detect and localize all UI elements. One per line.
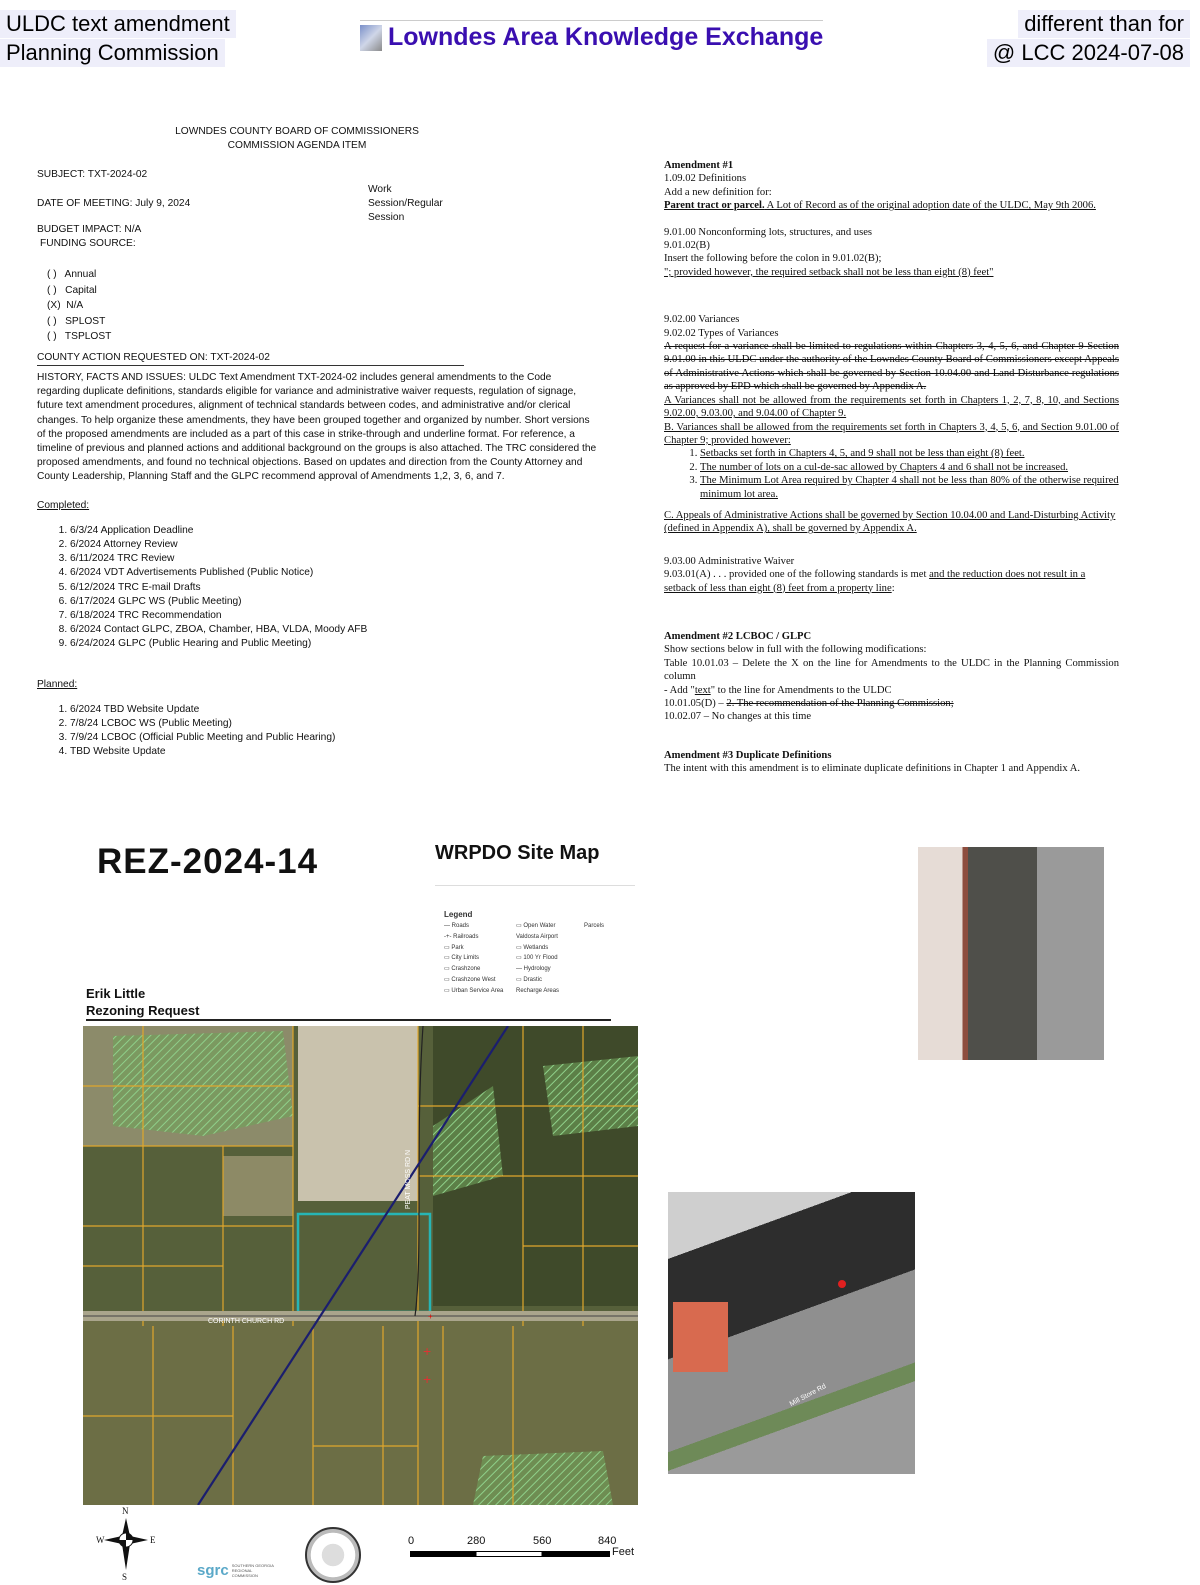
text-line: Show sections below in full with the following modifications:	[664, 644, 927, 656]
legend-label: Valdosta Airport	[516, 933, 558, 940]
county-seal-icon	[305, 1527, 361, 1583]
inserted-text: "; provided however, the required setback shall not be less than eight (8) feet"	[664, 266, 994, 278]
legend-label: Railroads	[453, 933, 479, 940]
header-left-line2: Planning Commission	[0, 39, 225, 67]
funding-option: ( ) TSPLOST	[47, 331, 112, 343]
svg-text:+: +	[428, 1312, 433, 1321]
planned-heading: Planned:	[37, 678, 78, 690]
legend-label: Recharge Areas	[516, 987, 560, 994]
svg-text:+: +	[423, 1371, 432, 1387]
legend-item	[516, 953, 584, 964]
text-line: 9.01.00 Nonconforming lots, structures, and uses	[664, 226, 873, 238]
text-line: Add a new definition for:	[664, 186, 772, 198]
legend-swatch-icon: ▭	[516, 955, 524, 962]
map-legend	[444, 909, 624, 997]
timeline-item: 3. 7/9/24 LCBOC (Official Public Meeting and Public Hearing)	[70, 731, 597, 745]
legend-swatch-icon: ▭	[444, 955, 452, 962]
road-label: CORINTH CHURCH RD	[208, 1318, 285, 1325]
road-label: PEAT MOSS RD N	[405, 1149, 413, 1210]
aerial-site-map[interactable]	[83, 1026, 638, 1505]
timeline-item: 1. 6/3/24 Application Deadline	[70, 524, 597, 538]
header-right-line1: different than for	[1018, 10, 1190, 38]
text-line: The intent with this amendment is to eliminate duplicate definitions in Chapter 1 and Appendix A.	[664, 763, 1081, 775]
session-type: Session	[368, 212, 405, 224]
legend-item	[516, 921, 584, 932]
brand-link[interactable]	[360, 20, 823, 52]
session-type: Session/Regular	[368, 197, 443, 209]
text-line: Table 10.01.03 – Delete the X on the line for Amendments to the ULDC in the Planning Commission column	[664, 657, 1119, 683]
text-line: Insert the following before the colon in 9.01.02(B);	[664, 253, 882, 265]
legend-label: Drastic	[523, 976, 543, 983]
scale-tick: 280	[467, 1535, 486, 1547]
svg-text:+: +	[423, 1343, 432, 1359]
location-marker-icon	[838, 1280, 846, 1288]
legend-label: City Limits	[451, 955, 480, 962]
text-line: 9.03.01(A) . . . provided one of the following standards is met	[664, 569, 930, 581]
funding-option: ( ) Capital	[47, 284, 97, 296]
legend-label: Wetlands	[523, 944, 549, 951]
completed-heading: Completed:	[37, 499, 90, 511]
text-line: - Add "	[664, 684, 695, 696]
scale-tick: 840	[598, 1535, 617, 1547]
agenda-title: LOWNDES COUNTY BOARD OF COMMISSIONERS	[175, 126, 419, 137]
timeline-item: 4. TBD Website Update	[70, 745, 597, 759]
legend-item	[444, 964, 516, 975]
variance-condition: 2. The number of lots on a cul-de-sac allowed by Chapters 4 and 6 shall not be increased.	[700, 461, 1119, 474]
legend-label: 100 Yr Flood	[523, 955, 558, 962]
brand-title: Lowndes Area Knowledge Exchange	[388, 23, 824, 51]
inserted-text: A Variances shall not be allowed from the requirements set forth in Chapters 1, 2, 7, 8, 10, and Sections 9.02.00, 9.03.00, and 9.04.00 of Chapter 9.	[664, 394, 1119, 420]
legend-swatch-icon: -+-	[444, 933, 454, 940]
legend-item	[444, 943, 516, 954]
timeline-item: 1. 6/2024 TBD Website Update	[70, 703, 597, 717]
legend-swatch-icon: ▭	[444, 944, 452, 951]
legend-item	[444, 953, 516, 964]
legend-swatch-icon: ▭	[444, 976, 452, 983]
scale-tick: 0	[408, 1535, 415, 1547]
sgrc-subtitle: SOUTHERN GEORGIA REGIONAL COMMISSION	[231, 1563, 274, 1578]
timeline-item: 8. 6/2024 Contact GLPC, ZBOA, Chamber, HBA, VLDA, Moody AFB	[70, 623, 597, 637]
legend-title: Legend	[444, 910, 473, 919]
funding-source: FUNDING SOURCE:	[40, 238, 136, 250]
site-photo-aerial	[668, 1192, 915, 1474]
amendment-1-title: Amendment #1	[664, 160, 734, 171]
timeline-item: 2. 6/2024 Attorney Review	[70, 538, 597, 552]
compass-s: S	[122, 1572, 128, 1582]
legend-swatch-icon: —	[444, 923, 452, 929]
compass-w: W	[96, 1535, 105, 1545]
text-line: " to the line for Amendments to the ULDC	[710, 684, 892, 696]
inserted-text: B. Variances shall be allowed from the requirements set forth in Chapters 3, 4, 5, 6, and Section 9.01.00 of Chapter 9; provided however:	[664, 421, 1119, 446]
timeline-item: 4. 6/2024 VDT Advertisements Published (Public Notice)	[70, 566, 597, 580]
subject: SUBJECT: TXT-2024-02	[37, 169, 148, 181]
amendment-2-title: Amendment #2 LCBOC / GLPC	[664, 630, 812, 642]
request-title	[86, 985, 611, 1021]
legend-swatch-icon: ▭	[516, 976, 524, 983]
street-label: Mill Store Rd	[788, 1383, 828, 1408]
meeting-date: DATE OF MEETING: July 9, 2024	[37, 197, 191, 209]
funding-option: ( ) SPLOST	[47, 315, 106, 327]
inserted-text: and the reduction does not result in a setback of less than eight (8) feet from a property line	[664, 569, 1086, 594]
header-left-line1: ULDC text amendment	[0, 10, 236, 38]
funding-option: (X) N/A	[47, 300, 84, 312]
compass-rose-icon	[96, 1506, 156, 1582]
legend-item	[516, 964, 584, 975]
legend-label: Hydrology	[523, 966, 551, 973]
legend-label: Roads	[451, 923, 470, 929]
legend-label: Park	[451, 944, 464, 951]
timeline-item: 6. 6/17/2024 GLPC WS (Public Meeting)	[70, 595, 597, 609]
site-photo-building	[918, 847, 1104, 1060]
scale-bar	[408, 1535, 648, 1575]
legend-item	[444, 932, 516, 943]
legend-label: Parcels	[584, 923, 605, 929]
legend-swatch-icon: ▭	[444, 966, 452, 973]
sgrc-wordmark: sgrc	[197, 1562, 229, 1579]
session-type: Work	[368, 183, 392, 195]
history-facts: HISTORY, FACTS AND ISSUES: ULDC Text Amendment TXT-2024-02 includes general amendments to the Code regarding duplicate definitions, standards eligible for variance and administrative waiver requests, regulation of signage, future text amendment procedures, alignment of technical standards between codes, and administrative and/or clerical changes. To help organize these amendments, they have been grouped together and organized by number. Short versions of the proposed amendments are included as a part of this case in strike-through and underline format. For reference, a timeline of previous and planned actions and additional background on the groups is also attached. The TRC considered the proposed amendments, and found no technical objections. Based on updates and direction from the County Attorney and County Leadership, Planning Staff and the GLPC recommend approval of Amendments 1,2, 3, 6, and 7.	[37, 371, 597, 483]
timeline-item: 3. 6/11/2024 TRC Review	[70, 552, 597, 566]
request-type: Rezoning Request	[86, 1003, 200, 1018]
inserted-text: C. Appeals of Administrative Actions shall be governed by Section 10.04.00 and Land-Disturbing Activity (defined in Appendix A), shall be governed by Appendix A.	[664, 509, 1116, 535]
text-line: 1.09.02 Definitions	[664, 173, 747, 185]
legend-item	[516, 943, 584, 954]
legend-swatch-icon: ▭	[444, 987, 452, 994]
legend-label: Crashzone	[451, 966, 481, 973]
timeline-item: 5. 6/12/2024 TRC E-mail Drafts	[70, 581, 597, 595]
definition-term: Parent tract or parcel.	[664, 200, 765, 212]
text-line: 10.01.05(D) –	[664, 698, 727, 709]
struck-text: 2. The recommendation of the Planning Commission;	[726, 698, 954, 709]
legend-label: Open Water	[523, 923, 556, 929]
amendments-document: Amendment #1 1.09.02 Definitions Add a new definition for: Parent tract or parcel. A Lot of Record as of the original adoption date of the ULDC, May 9th 2006. 9.01.00 Nonconforming lots, structures, and uses 9.01.02(B) Insert the following before the colon in 9.01.02(B); "; provided however, the required setback shall not be less than eight (8) feet" 9.02.00 Variances 9.02.02 Types of Variances A request for a variance shall be limited to regulations within Chapters 3, 4, 5, 6, and Chapter 9 Section 9.01.00 in this ULDC under the authority of the Lowndes County Board of Commissioners except Appeals of Administrative Actions which shall be governed by Section 10.04.00 and Land Disturbance regulations as approved by EPD which shall be governed by Appendix A. A Variances shall not be allowed from the requirements set forth in Chapters 1, 2, 7, 8, 10, and Sections 9.02.00, 9.03.00, and 9.04.00 of Chapter 9. B. Variances shall be allowed from the requirements set forth in Chapters 3, 4, 5, 6, and Section 9.01.00 of Chapter 9; provided however: 1. Setbacks set forth in Chapters 4, 5, and 9 shall not be less than eight (8) feet. 2. The number of lots on a cul-de-sac allowed by Chapters 4 and 6 shall not be increased. 3. The Minimum Lot Area required by Chapter 4 shall not be less than 80% of the otherwise required minimum lot area. C. Appeals of Administrative Actions shall be governed by Section 10.04.00 and Land-Disturbing Activity (defined in Appendix A), shall be governed by Appendix A. 9.03.00 Administrative Waiver 9.03.01(A) . . . provided one of the following standards is met and the reduction does not result in a setback of less than eight (8) feet from a property line: Amendment #2 LCBOC / GLPC Show sections below in full with the following modifications: Table 10.01.03 – Delete the X on the line for Amendments to the ULDC in the Planning Commission column - Add "text" to the line for Amendments to the ULDC 10.01.05(D) – 2. The recommendation of the Planning Commission; 10.02.07 – No changes at this time Amendment #3 Duplicate Definitions The intent with this amendment is to eliminate duplicate definitions in Chapter 1 and Appendix A.	[664, 159, 1119, 776]
variance-condition: 3. The Minimum Lot Area required by Chapter 4 shall not be less than 80% of the otherwise required minimum lot area.	[700, 474, 1119, 501]
text-line: 10.02.07 – No changes at this time	[664, 711, 812, 723]
budget-impact: BUDGET IMPACT: N/A	[37, 223, 142, 235]
applicant-name: Erik Little	[86, 986, 146, 1001]
inserted-text: text	[694, 684, 711, 696]
agenda-item-document	[37, 125, 597, 760]
map-title: WRPDO Site Map	[435, 842, 600, 864]
compass-e: E	[150, 1535, 156, 1545]
header-right-line2: @ LCC 2024-07-08	[987, 39, 1190, 67]
lake-logo-icon	[360, 25, 382, 51]
definition-text: A Lot of Record as of the original adoption date of the ULDC, May 9th 2006.	[764, 200, 1096, 212]
struck-text: A request for a variance shall be limited to regulations within Chapters 3, 4, 5, 6, and Chapter 9 Section 9.01.00 in this ULDC under the authority of the Lowndes County Board of Commissioners except Appeals of Administrative Actions which shall be governed by Section 10.04.00 and Land Disturbance regulations as approved by EPD which shall be governed by Appendix A.	[664, 341, 1119, 393]
legend-label: Crashzone West	[451, 976, 496, 983]
legend-swatch-icon: ▭	[516, 923, 524, 929]
legend-label: Urban Service Area	[451, 987, 504, 994]
variance-condition: 1. Setbacks set forth in Chapters 4, 5, and 9 shall not be less than eight (8) feet.	[700, 447, 1119, 460]
legend-item	[444, 921, 516, 932]
timeline-item: 2. 7/8/24 LCBOC WS (Public Meeting)	[70, 717, 597, 731]
text-line: 9.02.02 Types of Variances	[664, 327, 779, 339]
scale-unit: Feet	[612, 1546, 635, 1558]
legend-swatch-icon: —	[516, 966, 524, 973]
agenda-subtitle: COMMISSION AGENDA ITEM	[227, 140, 367, 152]
legend-swatch-icon: ▭	[516, 944, 524, 951]
compass-n: N	[122, 1506, 129, 1516]
action-requested: COUNTY ACTION REQUESTED ON: TXT-2024-02	[37, 351, 464, 366]
legend-item	[584, 921, 624, 932]
case-number: REZ-2024-14	[97, 842, 319, 881]
amendment-3-title: Amendment #3 Duplicate Definitions	[664, 749, 832, 761]
legend-item	[516, 932, 584, 943]
scale-tick: 560	[533, 1535, 552, 1547]
timeline-item: 7. 6/18/2024 TRC Recommendation	[70, 609, 597, 623]
text-line: 9.02.00 Variances	[664, 314, 740, 326]
timeline-item: 9. 6/24/2024 GLPC (Public Hearing and Public Meeting)	[70, 637, 597, 651]
sgrc-logo	[197, 1562, 277, 1579]
funding-option: ( ) Annual	[47, 269, 97, 281]
text-line: 9.01.02(B)	[664, 240, 710, 252]
text-line: 9.03.00 Administrative Waiver	[664, 555, 795, 567]
